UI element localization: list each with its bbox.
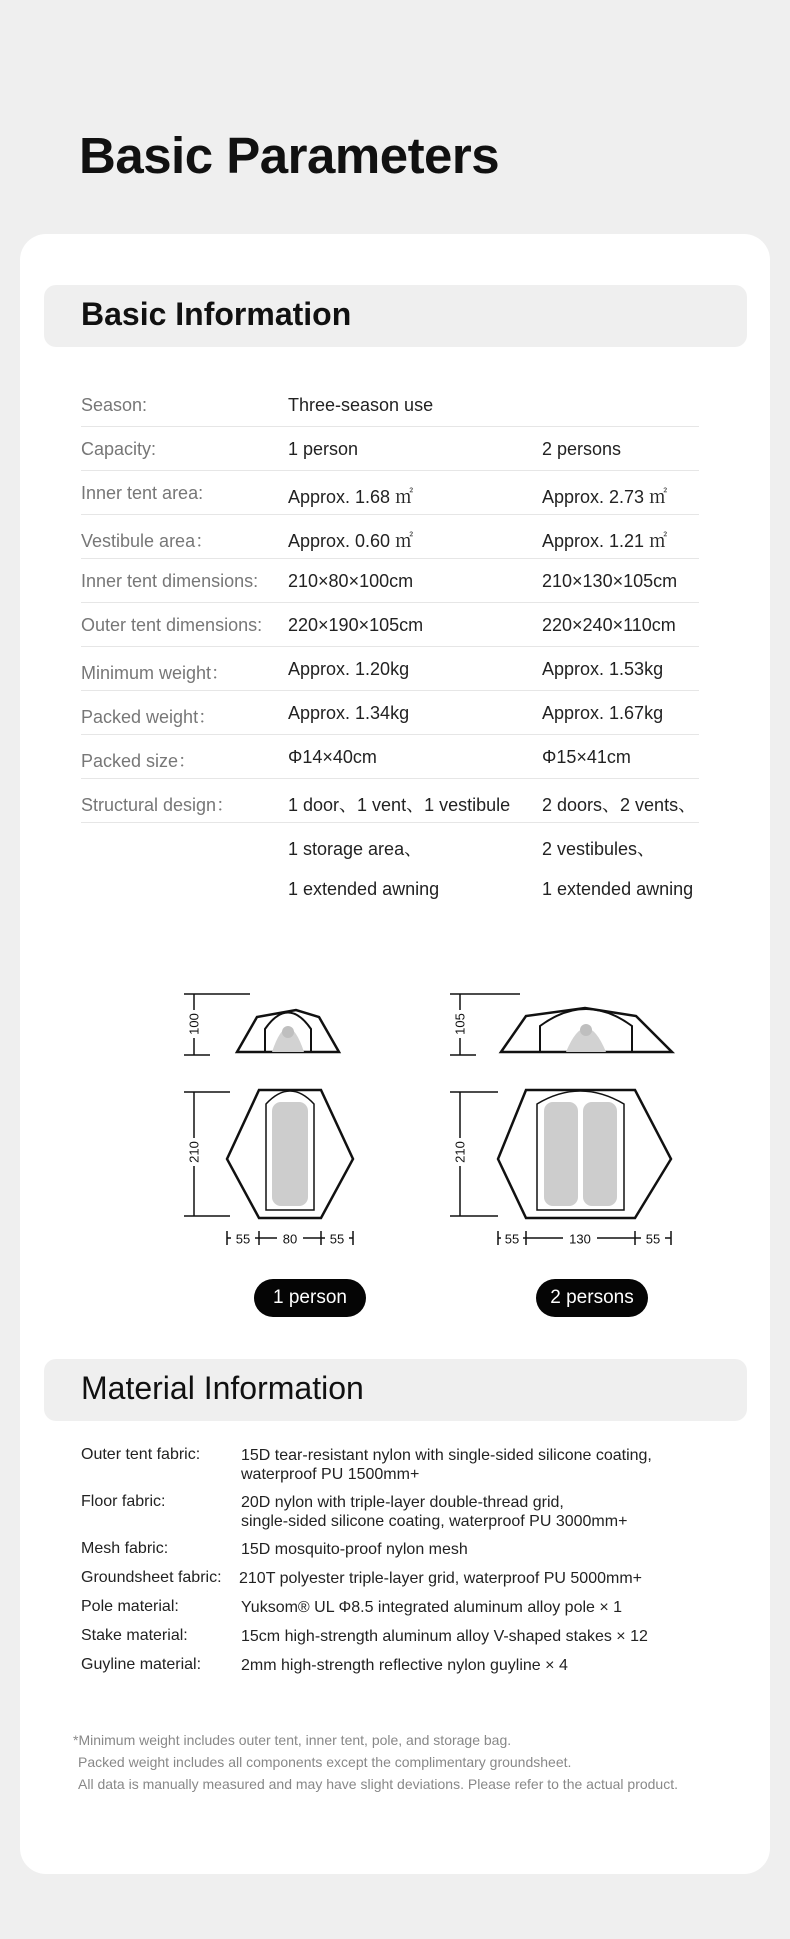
height-label: 105 bbox=[452, 1013, 468, 1035]
row-label: Inner tent dimensions: bbox=[81, 571, 259, 591]
row-value bbox=[241, 1540, 468, 1559]
value-1-person: Approx. 0.60 ㎡ bbox=[288, 531, 414, 551]
row-label: Guyline material: bbox=[81, 1656, 202, 1673]
width-left-label: 55 bbox=[235, 1231, 251, 1247]
material-info-header bbox=[44, 1359, 747, 1421]
table-row bbox=[81, 735, 699, 779]
value-1-person: 1 storage area、 bbox=[288, 839, 423, 859]
row-value bbox=[241, 1656, 568, 1675]
tent-diagrams bbox=[20, 934, 770, 1264]
basic-info-table bbox=[81, 383, 699, 911]
value-2-persons: 2 vestibules、 bbox=[542, 839, 656, 859]
value-1-person: 220×190×105cm bbox=[288, 615, 424, 635]
footnotes bbox=[73, 1729, 678, 1795]
value-1-person: Approx. 1.34kg bbox=[288, 703, 410, 723]
table-row bbox=[81, 1598, 721, 1627]
value-1-person: Approx. 1.68 ㎡ bbox=[288, 487, 414, 507]
value-2-persons: Approx. 1.67kg bbox=[542, 703, 664, 723]
table-row bbox=[81, 471, 699, 515]
tent-diagram-2-persons bbox=[450, 994, 672, 1247]
value-1-person: 1 extended awning bbox=[288, 879, 440, 899]
page-title: Basic Parameters bbox=[79, 127, 500, 184]
row-label: Outer tent fabric: bbox=[81, 1446, 201, 1463]
row-label: Inner tent area: bbox=[81, 483, 204, 503]
value-1-person: 210×80×100cm bbox=[288, 571, 414, 591]
length-label: 210 bbox=[186, 1141, 202, 1163]
value-2-persons: 2 doors、2 vents、 bbox=[542, 795, 697, 815]
top-view bbox=[227, 1090, 353, 1218]
footnote: Packed weight includes all components except the complimentary groundsheet. bbox=[78, 1754, 572, 1770]
row-label: Groundsheet fabric: bbox=[81, 1569, 222, 1586]
width-dimension bbox=[498, 1230, 671, 1247]
basic-info-title: Basic Information bbox=[81, 296, 352, 332]
tent-diagram-1-person bbox=[184, 994, 353, 1247]
length-dimension bbox=[450, 1092, 498, 1216]
value-line: 20D nylon with triple-layer double-thread grid, bbox=[241, 1494, 564, 1511]
table-row bbox=[81, 559, 699, 603]
basic-info-header bbox=[44, 285, 747, 347]
width-dimension bbox=[227, 1230, 353, 1247]
length-label: 210 bbox=[452, 1141, 468, 1163]
value-line: 210T polyester triple-layer grid, waterproof PU 5000mm+ bbox=[239, 1570, 642, 1587]
value-1-person: 1 door、1 vent、1 vestibule bbox=[288, 795, 511, 815]
value-2-persons: 210×130×105cm bbox=[542, 571, 678, 591]
pill-1-person: 1 person bbox=[254, 1279, 366, 1317]
row-label: Capacity: bbox=[81, 439, 157, 459]
value-line: single-sided silicone coating, waterproof PU 3000mm+ bbox=[241, 1513, 628, 1530]
row-label: Packed size： bbox=[81, 751, 197, 771]
value-2-persons: Approx. 1.53kg bbox=[542, 659, 664, 679]
value-line: 2mm high-strength reflective nylon guyline × 4 bbox=[241, 1657, 568, 1674]
row-label: Floor fabric: bbox=[81, 1493, 166, 1510]
value-2-persons: 1 extended awning bbox=[542, 879, 694, 899]
table-row bbox=[81, 823, 699, 867]
footnote: All data is manually measured and may have slight deviations. Please refer to the actual product. bbox=[78, 1776, 678, 1792]
material-info-title: Material Information bbox=[81, 1370, 364, 1406]
height-label: 100 bbox=[186, 1013, 202, 1035]
table-row bbox=[81, 1569, 721, 1598]
row-value bbox=[241, 1493, 627, 1531]
value-2-persons: Approx. 2.73 ㎡ bbox=[542, 487, 668, 507]
value-2-persons: 220×240×110cm bbox=[542, 615, 676, 635]
table-row bbox=[81, 1446, 721, 1493]
table-row bbox=[81, 867, 699, 911]
table-row bbox=[81, 647, 699, 691]
table-row bbox=[81, 1493, 721, 1540]
value-line: 15D mosquito-proof nylon mesh bbox=[241, 1541, 468, 1558]
row-value bbox=[241, 1598, 622, 1617]
table-row bbox=[81, 1627, 721, 1656]
value-1-person: Φ14×40cm bbox=[288, 747, 377, 767]
value-line: 15cm high-strength aluminum alloy V-shaped stakes × 12 bbox=[241, 1628, 648, 1645]
row-label: Mesh fabric: bbox=[81, 1540, 169, 1557]
side-view bbox=[237, 1010, 339, 1052]
row-value bbox=[239, 1569, 642, 1588]
table-row bbox=[81, 1540, 721, 1569]
value-line: waterproof PU 1500mm+ bbox=[241, 1466, 420, 1483]
spec-card bbox=[20, 234, 770, 1874]
row-label: Vestibule area： bbox=[81, 531, 214, 551]
table-row bbox=[81, 1656, 721, 1685]
value-1-person: 1 person bbox=[288, 439, 359, 459]
value-2-persons: Approx. 1.21 ㎡ bbox=[542, 531, 668, 551]
value-1-person: Approx. 1.20kg bbox=[288, 659, 410, 679]
table-row bbox=[81, 691, 699, 735]
row-label: Outer tent dimensions: bbox=[81, 615, 263, 635]
side-view bbox=[501, 1008, 672, 1052]
table-row bbox=[81, 779, 699, 823]
row-value bbox=[241, 1627, 648, 1646]
table-row bbox=[81, 515, 699, 559]
value-line: Yuksom® UL Φ8.5 integrated aluminum alloy pole × 1 bbox=[241, 1599, 623, 1616]
row-label: Minimum weight： bbox=[81, 663, 230, 683]
width-right-label: 55 bbox=[645, 1231, 661, 1247]
table-row bbox=[81, 603, 699, 647]
row-label: Packed weight： bbox=[81, 707, 217, 727]
table-row bbox=[81, 427, 699, 471]
length-dimension bbox=[184, 1092, 230, 1216]
table-row bbox=[81, 383, 699, 427]
row-label: Season: bbox=[81, 395, 148, 415]
top-view bbox=[498, 1090, 671, 1218]
value-line: 15D tear-resistant nylon with single-sided silicone coating, bbox=[241, 1447, 652, 1464]
pill-2-persons: 2 persons bbox=[536, 1279, 648, 1317]
width-right-label: 55 bbox=[329, 1231, 345, 1247]
value-2-persons: Φ15×41cm bbox=[542, 747, 631, 767]
width-mid-label: 80 bbox=[282, 1231, 298, 1247]
width-mid-label: 130 bbox=[569, 1231, 591, 1247]
row-label: Structural design： bbox=[81, 795, 235, 815]
value-1-person: Three-season use bbox=[288, 395, 434, 415]
material-info-table bbox=[81, 1446, 721, 1685]
row-label: Pole material: bbox=[81, 1598, 179, 1615]
width-left-label: 55 bbox=[504, 1231, 520, 1247]
value-2-persons: 2 persons bbox=[542, 439, 622, 459]
footnote: *Minimum weight includes outer tent, inner tent, pole, and storage bag. bbox=[73, 1732, 512, 1748]
row-label: Stake material: bbox=[81, 1627, 188, 1644]
row-value bbox=[241, 1446, 652, 1484]
